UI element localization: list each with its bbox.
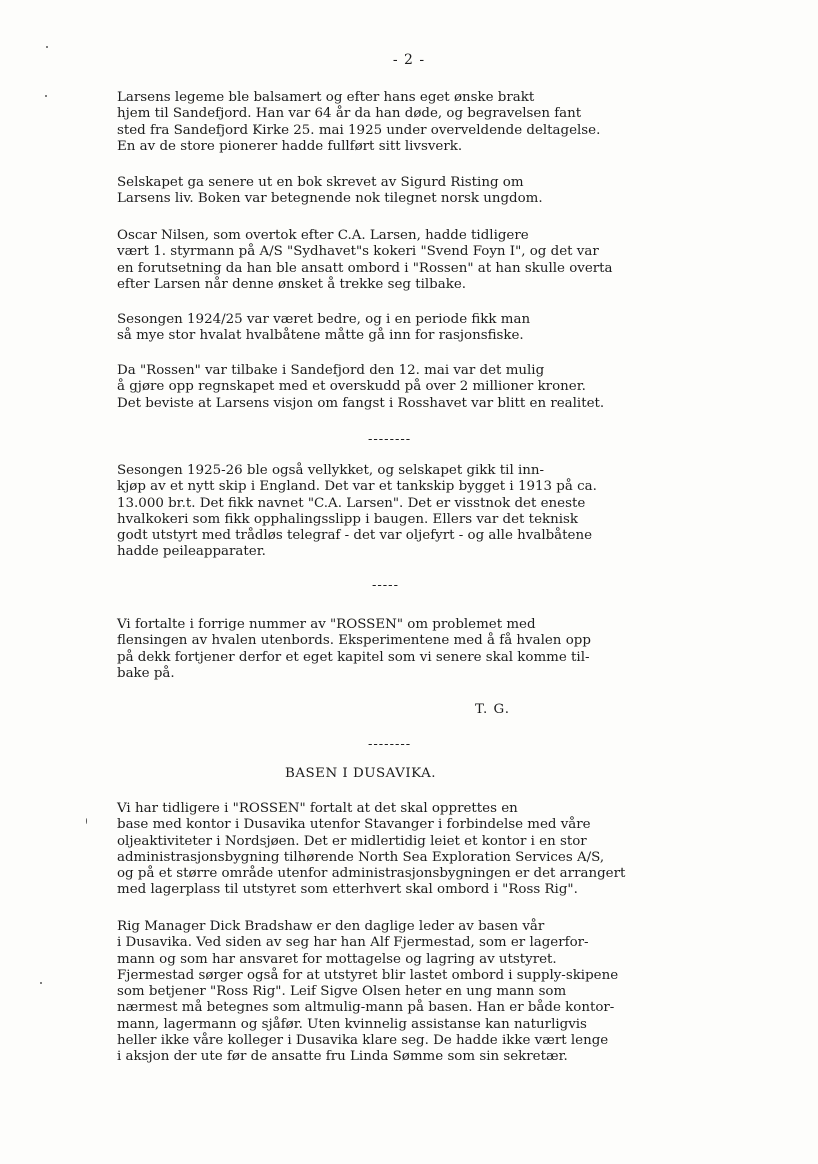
separator-3: -------- [368,737,412,752]
paragraph-risting-book: Selskapet ga senere ut en bok skrevet av Sigurd Risting om Larsens liv. Boken var betegnende nok tilegnet norsk ungdom. [117,175,543,207]
paragraph-flensing: Vi fortalte i forrige nummer av "ROSSEN" om problemet med flensingen av hvalen utenbords. Eksperimentene med å få hvalen opp på dekk fortjener derfor et eget kapitel som vi senere skal komme til- bake på. [117,617,591,681]
paragraph-larsen-funeral: Larsens legeme ble balsamert og efter hans eget ønske brakt hjem til Sandefjord. Han var 64 år da han døde, og begravelsen fant sted fra Sandefjord Kirke 25. mai 1925 under overveldende deltagelse. En av de store pionerer hadde fullført sitt livsverk. [117,90,601,154]
signature-initials: T. G. [475,702,510,717]
scan-speck [45,95,47,97]
paragraph-season-1925: Sesongen 1925-26 ble også vellykket, og selskapet gikk til inn- kjøp av et nytt skip i England. Det var et tankskip bygget i 1913 på ca. 13.000 br.t. Det fikk navnet "C.A. Larsen". Det er visstnok det eneste hvalkokeri som fikk opphalingsslipp i baugen. Ellers var det teknisk godt utstyrt med trådløs telegraf - det var oljefyrt - og alle hvalbåtene hadde peileapparater. [117,463,597,560]
paragraph-oscar-nilsen: Oscar Nilsen, som overtok efter C.A. Larsen, hadde tidligere vært 1. styrmann på A/S "Sydhavet"s kokeri "Svend Foyn I", og det var en forutsetning da han ble ansatt ombord i "Rossen" at han skulle overta efter Larsen når denne ønsket å trekke seg tilbake. [117,228,613,292]
separator-1: -------- [368,432,412,447]
section-heading: BASEN I DUSAVIKA. [285,766,437,781]
scan-speck [46,46,48,48]
paragraph-base-staff: Rig Manager Dick Bradshaw er den daglige leder av basen vår i Dusavika. Ved siden av seg har han Alf Fjermestad, som er lagerfor- mann og som har ansvaret for mottagelse og lagring av utstyret. Fjermestad sørger også for at utstyret blir lastet ombord i supply-skipene som betjener "Ross Rig". Leif Sigve Olsen heter en ung mann som nærmest må betegnes som altmulig-mann på basen. Han er både kontor- mann, lagermann og sjåfør. Uten kvinnelig assistanse kan naturligvis heller ikke våre kolleger i Dusavika klare seg. De hadde ikke vært lenge i aksjon der ute før de ansatte fru Linda Sømme som sin sekretær. [117,919,619,1065]
scan-speck [86,818,87,824]
scan-speck [40,982,42,984]
separator-2: ----- [372,578,399,593]
paragraph-season-1924: Sesongen 1924/25 var været bedre, og i en periode fikk man så mye stor hvalat hvalbåtene måtte gå inn for rasjonsfiske. [117,312,531,344]
paragraph-profit: Da "Rossen" var tilbake i Sandefjord den 12. mai var det mulig å gjøre opp regnskapet med et overskudd på over 2 millioner kroner. Det beviste at Larsens visjon om fangst i Rosshavet var blitt en realitet. [117,363,605,411]
paragraph-dusavika-base: Vi har tidligere i "ROSSEN" fortalt at det skal opprettes en base med kontor i Dusavika utenfor Stavanger i forbindelse med våre oljeaktiviteter i Nordsjøen. Det er midlertidig leiet et kontor i en stor administrasjonsbygning tilhørende North Sea Exploration Services A/S, og på et større område utenfor administrasjonsbygningen er det arrangert med lagerplass til utstyret som etterhvert skal ombord i "Ross Rig". [117,801,626,898]
page-number: - 2 - [392,52,426,68]
